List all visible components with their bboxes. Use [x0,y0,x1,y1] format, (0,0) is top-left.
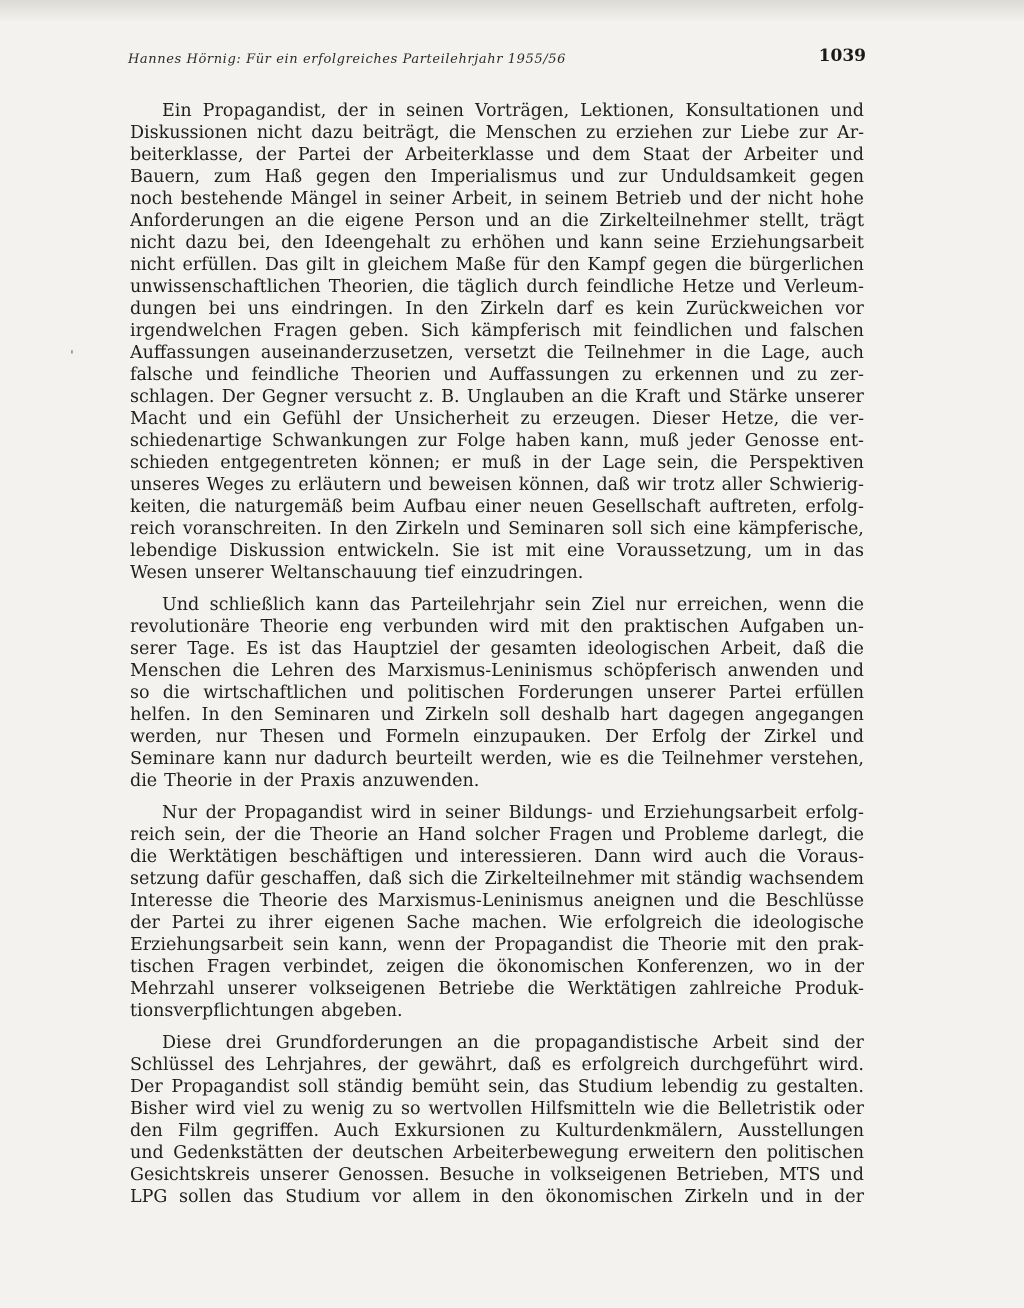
text-line: Ein Propagandist, der in seinen Vorträgen, Lektionen, Konsultationen und [162,101,864,121]
text-line: setzung dafür geschaffen, daß sich die Zirkelteilnehmer mit ständig wachsendem [130,869,864,889]
text-line: nicht erfüllen. Das gilt in gleichem Maße für den Kampf gegen die bürgerlichen [130,255,864,275]
text-line: Anforderungen an die eigene Person und an die Zirkelteilnehmer stellt, trägt [130,211,864,231]
text-line: falsche und feindliche Theorien und Auffassungen zu erkennen und zu zer- [130,365,864,385]
text-line: werden, nur Thesen und Formeln einzupauken. Der Erfolg der Zirkel und [130,727,864,747]
text-line: helfen. In den Seminaren und Zirkeln soll deshalb hart dagegen angegangen [130,705,864,725]
text-line: unwissenschaftlichen Theorien, die täglich durch feindliche Hetze und Verleum- [130,277,864,297]
text-line: Diese drei Grundforderungen an die propagandistische Arbeit sind der [162,1033,864,1053]
text-line: die Theorie in der Praxis anzuwenden. [130,771,480,791]
text-line: reich sein, der die Theorie an Hand solcher Fragen und Probleme darlegt, die [130,825,864,845]
scan-top-edge [0,0,1024,22]
text-line: so die wirtschaftlichen und politischen Forderungen unserer Partei erfüllen [130,683,864,703]
running-head: Hannes Hörnig: Für ein erfolgreiches Parteilehrjahr 1955/56 [128,52,566,67]
margin-mark: ˌ [70,340,74,356]
text-line: Gesichtskreis unserer Genossen. Besuche in volkseigenen Betrieben, MTS und [130,1165,864,1185]
text-line: lebendige Diskussion entwickeln. Sie ist mit eine Voraussetzung, um in das [130,541,864,561]
text-line: Erziehungsarbeit sein kann, wenn der Propagandist die Theorie mit den prak- [130,935,864,955]
paragraph [130,802,864,1022]
text-line: serer Tage. Es ist das Hauptziel der gesamten ideologischen Arbeit, daß die [130,639,864,659]
text-line: Diskussionen nicht dazu beiträgt, die Menschen zu erziehen zur Liebe zur Ar- [130,123,864,143]
text-line: schiedenartige Schwankungen zur Folge haben kann, muß jeder Genosse ent- [130,431,864,451]
text-line: tionsverpflichtungen abgeben. [130,1001,403,1021]
text-line: Menschen die Lehren des Marxismus-Leninismus schöpferisch anwenden und [130,661,864,681]
body-text [130,100,864,1218]
text-line: tischen Fragen verbindet, zeigen die ökonomischen Konferenzen, wo in der [130,957,864,977]
text-line: LPG sollen das Studium vor allem in den ökonomischen Zirkeln und in der [130,1187,864,1207]
text-line: Nur der Propagandist wird in seiner Bildungs- und Erziehungsarbeit erfolg- [162,803,864,823]
text-line: Wesen unserer Weltanschauung tief einzudringen. [130,563,584,583]
text-line: der Partei zu ihrer eigenen Sache machen. Wie erfolgreich die ideologische [130,913,864,933]
text-line: beiterklasse, der Partei der Arbeiterklasse und dem Staat der Arbeiter und [130,145,864,165]
text-line: noch bestehende Mängel in seiner Arbeit, in seinem Betrieb und der nicht hohe [130,189,864,209]
paragraph [130,594,864,792]
text-line: die Werktätigen beschäftigen und interessieren. Dann wird auch die Voraus- [130,847,864,867]
text-line: keiten, die naturgemäß beim Aufbau einer neuen Gesellschaft auftreten, erfolg- [130,497,864,517]
text-line: Schlüssel des Lehrjahres, der gewährt, daß es erfolgreich durchgeführt wird. [130,1055,864,1075]
text-line: und Gedenkstätten der deutschen Arbeiterbewegung erweitern den politischen [130,1143,864,1163]
text-line: dungen bei uns eindringen. In den Zirkeln darf es kein Zurückweichen vor [130,299,864,319]
page-number: 1039 [818,46,866,66]
text-line: schieden entgegentreten können; er muß in der Lage sein, die Perspektiven [130,453,864,473]
text-line: Bauern, zum Haß gegen den Imperialismus und zur Unduldsamkeit gegen [130,167,864,187]
paragraph [130,100,864,584]
text-line: Seminare kann nur dadurch beurteilt werden, wie es die Teilnehmer verstehen, [130,749,864,769]
text-line: Mehrzahl unserer volkseigenen Betriebe die Werktätigen zahlreiche Produk- [130,979,864,999]
text-line: den Film gegriffen. Auch Exkursionen zu Kulturdenkmälern, Ausstellungen [130,1121,864,1141]
text-line: nicht dazu bei, den Ideengehalt zu erhöhen und kann seine Erziehungsarbeit [130,233,864,253]
text-line: Und schließlich kann das Parteilehrjahr sein Ziel nur erreichen, wenn die [162,595,864,615]
text-line: schlagen. Der Gegner versucht z. B. Unglauben an die Kraft und Stärke unserer [130,387,864,407]
text-line: irgendwelchen Fragen geben. Sich kämpferisch mit feindlichen und falschen [130,321,864,341]
text-line: revolutionäre Theorie eng verbunden wird mit den praktischen Aufgaben un- [130,617,864,637]
text-line: Der Propagandist soll ständig bemüht sein, das Studium lebendig zu gestalten. [130,1077,864,1097]
text-line: Macht und ein Gefühl der Unsicherheit zu erzeugen. Dieser Hetze, die ver- [130,409,864,429]
text-line: Interesse die Theorie des Marxismus-Leninismus aneignen und die Beschlüsse [130,891,864,911]
text-line: Auffassungen auseinanderzusetzen, versetzt die Teilnehmer in die Lage, auch [130,343,864,363]
text-line: Bisher wird viel zu wenig zu so wertvollen Hilfsmitteln wie die Belletristik oder [130,1099,864,1119]
paragraph [130,1032,864,1208]
text-line: reich voranschreiten. In den Zirkeln und Seminaren soll sich eine kämpferische, [130,519,864,539]
text-line: unseres Weges zu erläutern und beweisen können, daß wir trotz aller Schwierig- [130,475,864,495]
page-header [128,46,866,76]
